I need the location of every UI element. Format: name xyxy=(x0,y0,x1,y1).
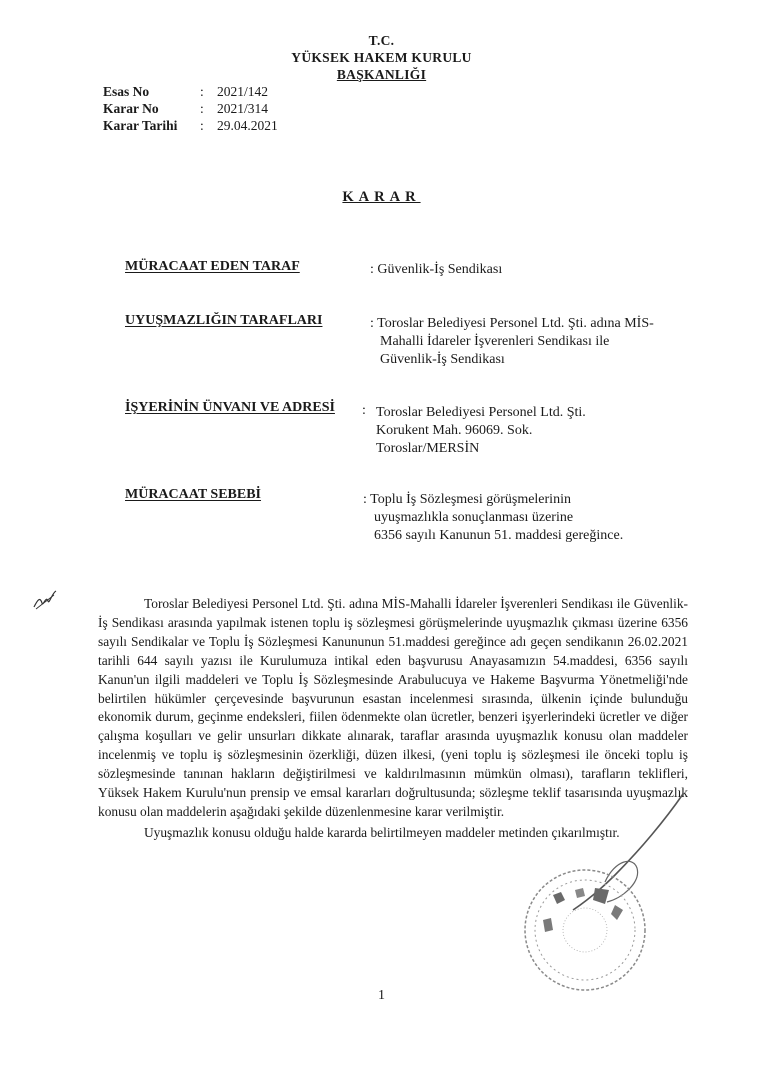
karar-tarihi-label: Karar Tarihi xyxy=(103,118,178,133)
esas-no-value: 2021/142 xyxy=(217,84,269,99)
margin-handwritten-mark xyxy=(30,585,60,615)
reason-line-3: 6356 sayılı Kanunun 51. maddesi gereğince. xyxy=(374,528,624,543)
karar-no-label: Karar No xyxy=(103,101,159,116)
applicant-label: MÜRACAAT EDEN TARAF xyxy=(125,259,300,274)
karar-tarihi-sep: : xyxy=(200,118,204,133)
karar-no-value: 2021/314 xyxy=(217,101,269,116)
parties-label: UYUŞMAZLIĞIN TARAFLARI xyxy=(125,313,323,328)
esas-no-label: Esas No xyxy=(103,84,150,99)
header-office: BAŞKANLIĞI xyxy=(336,67,427,82)
reason-label: MÜRACAAT SEBEBİ xyxy=(125,487,262,502)
workplace-line-1: Toroslar Belediyesi Personel Ltd. Şti. xyxy=(376,405,586,420)
workplace-sep: : xyxy=(362,403,366,418)
karar-no-sep: : xyxy=(200,101,204,116)
decision-title: KARAR xyxy=(342,189,421,205)
esas-no-sep: : xyxy=(200,84,204,99)
parties-line-3: Güvenlik-İş Sendikası xyxy=(380,352,505,367)
parties-line-2: Mahalli İdareler İşverenleri Sendikası ile xyxy=(380,334,610,349)
applicant-value: : Güvenlik-İş Sendikası xyxy=(370,262,503,277)
page-number: 1 xyxy=(378,988,385,1003)
parties-line-1: : Toroslar Belediyesi Personel Ltd. Şti. adına MİS- xyxy=(370,316,654,331)
reason-line-2: uyuşmazlıkla sonuçlanması üzerine xyxy=(374,510,574,525)
header-institution: YÜKSEK HAKEM KURULU xyxy=(291,50,472,65)
workplace-line-2: Korukent Mah. 96069. Sok. xyxy=(376,423,533,438)
reason-line-1: : Toplu İş Sözleşmesi görüşmelerinin xyxy=(363,492,571,507)
header-tc: T.C. xyxy=(368,33,395,48)
body-paragraph-1: Toroslar Belediyesi Personel Ltd. Şti. adına MİS-Mahalli İdareler İşverenleri Sendikası ile Güvenlik-İş Sendikası arasında yapılmak istenen toplu iş sözleşmesi görüşmelerinde uyuşmazlık çıkması üzerine 6356 sayılı Sendikalar ve Toplu İş Sözleşmesi Kanununun 51.maddesi gereğince adı geçen sendikanın 26.02.2021 tarihli 644 sayılı yazısı ile Kurulumuza intikal eden başvurusu Anayasamızın 54.maddesi, 6356 sayılı Kanun'un ilgili maddeleri ve Toplu İş Sözleşmesinde Arabulucuya ve Hakeme Başvurma Yönetmeliği'nde belirtilen hükümler çerçevesinde başvurunun esastan incelenmesi sırasında, ülkenin içinde bulunduğu ekonomik durum, geçinme endeksleri, fiilen ödenmekte olan ücretler, benzeri işyerlerindeki ücretler ve diğer çalışma koşulları ve gelir unsurları dikkate alınarak, taraflar arasında uyuşmazlık konusu olan maddeler incelenmiş ve toplu iş sözleşmesinin özerkliği, düzen ilkesi, (yeni toplu iş sözleşmesi ile önceki toplu iş sözleşmesinde tanınan hakların değiştirilmesi ve kaldırılmasının mümkün olması), tarafların teklifleri, Yüksek Hakem Kurulu'nun prensip ve emsal kararları doğrultusunda; sözleşme teklif tasarısında uyuşmazlık konusu olan maddelerin aşağıdaki şekilde düzenlenmesine karar verilmiştir. xyxy=(98,596,688,819)
karar-tarihi-value: 29.04.2021 xyxy=(217,118,278,133)
workplace-line-3: Toroslar/MERSİN xyxy=(376,441,480,456)
workplace-label: İŞYERİNİN ÜNVANI VE ADRESİ xyxy=(125,400,335,415)
body-paragraph-2: Uyuşmazlık konusu olduğu halde kararda belirtilmeyen maddeler metinden çıkarılmıştır. xyxy=(144,824,620,840)
official-stamp xyxy=(505,860,665,1000)
